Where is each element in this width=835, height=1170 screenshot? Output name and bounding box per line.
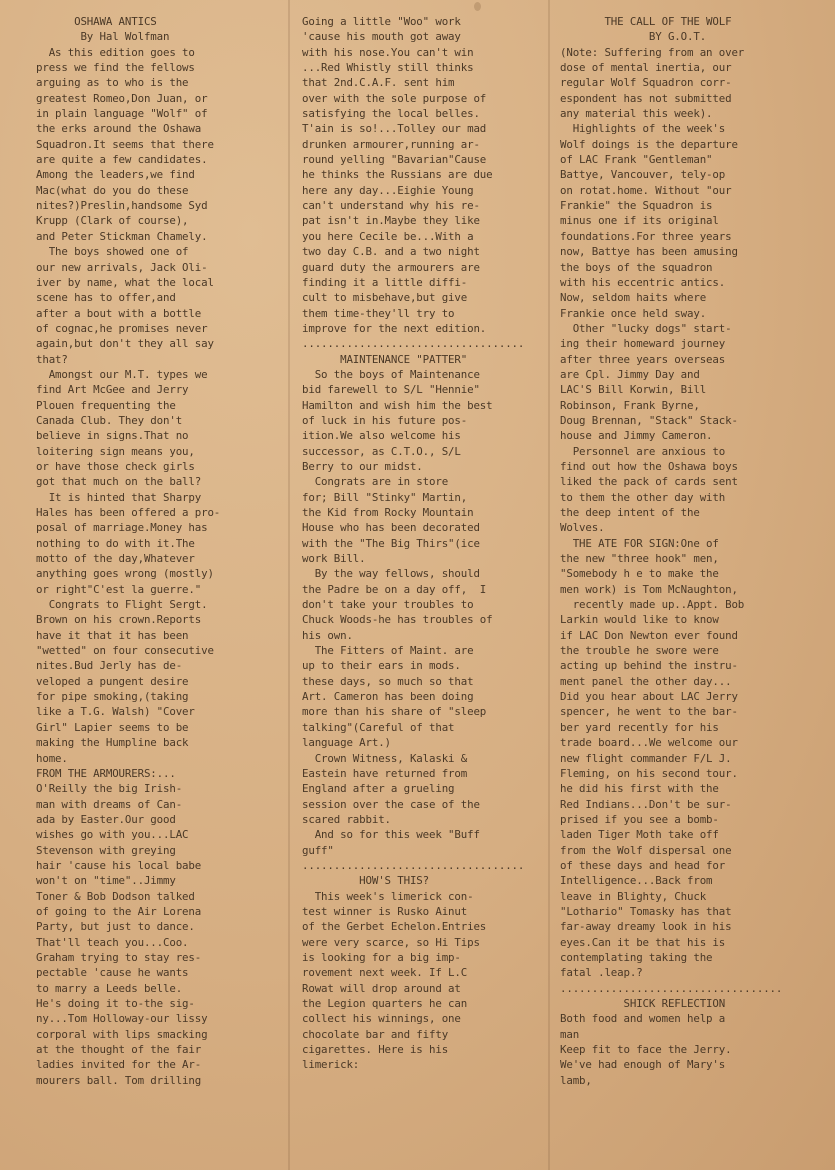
text-line: Graham trying to stay res- <box>36 950 202 964</box>
text-line: of these days and head for <box>560 858 726 872</box>
text-line: don't take your troubles to <box>302 598 474 612</box>
text-line: motto of the day,Whatever <box>36 552 195 566</box>
text-line: FROM THE ARMOURERS:... <box>36 766 176 780</box>
text-line: that? <box>36 352 68 366</box>
text-line: regular Wolf Squadron corr- <box>560 76 732 90</box>
text-line: successor, as C.T.O., S/L <box>302 444 461 458</box>
text-line: Among the leaders,we find <box>36 168 195 182</box>
text-line: eyes.Can it be that his is <box>560 935 726 949</box>
text-line: our new arrivals, Jack Oli- <box>36 260 208 274</box>
ink-spot <box>474 2 481 11</box>
text-line: from the Wolf dispersal one <box>560 843 732 857</box>
text-line: Canada Club. They don't <box>36 413 183 427</box>
text-line: ber yard recently for his <box>560 720 719 734</box>
text-line: Stevenson with greying <box>36 843 176 857</box>
text-line: laden Tiger Moth take off <box>560 828 719 842</box>
text-line: Plouen frequenting the <box>36 398 176 412</box>
text-line: O'Reilly the big Irish- <box>36 782 183 796</box>
text-line: satisfying the local belles. <box>302 107 480 121</box>
text-line: man with dreams of Can- <box>36 797 183 811</box>
text-line: press we find the fellows <box>36 61 195 75</box>
text-line: Frankie once held sway. <box>560 306 707 320</box>
text-line: SHICK REFLECTION <box>560 997 726 1010</box>
text-line: Other "lucky dogs" start- <box>560 321 732 335</box>
text-line: Party, but just to dance. <box>36 920 195 934</box>
text-line: "Somebody h e to make the <box>560 567 719 581</box>
text-line: ................................... <box>302 337 525 351</box>
text-line: more than his share of "sleep <box>302 705 487 719</box>
text-line: Personnel are anxious to <box>560 444 726 458</box>
text-line: spencer, he went to the bar- <box>560 705 738 719</box>
text-line: of cognac,he promises never <box>36 321 208 335</box>
text-line: rovement next week. If L.C <box>302 966 468 980</box>
text-line: Art. Cameron has been doing <box>302 690 474 704</box>
text-line: liked the pack of cards sent <box>560 475 738 489</box>
text-line: dose of mental inertia, our <box>560 61 732 75</box>
text-line: two day C.B. and a two night <box>302 245 480 259</box>
text-line: mourers ball. Tom drilling <box>36 1073 202 1087</box>
text-line: of luck in his future pos- <box>302 413 468 427</box>
text-line: Hamilton and wish him the best <box>302 398 493 412</box>
text-line: loitering sign means you, <box>36 444 195 458</box>
text-line: like a T.G. Walsh) "Cover <box>36 705 195 719</box>
text-line: man <box>560 1027 580 1041</box>
text-line: test winner is Rusko Ainut <box>302 904 468 918</box>
text-line: again,but don't they all say <box>36 337 214 351</box>
text-line: By the way fellows, should <box>302 567 480 581</box>
text-line: nothing to do with it.The <box>36 536 195 550</box>
text-line: the Padre be on a day off, I <box>302 582 487 596</box>
text-line: ny...Tom Holloway-our lissy <box>36 1012 208 1026</box>
text-line: to marry a Leeds belle. <box>36 981 183 995</box>
text-line: Mac(what do you do these <box>36 183 189 197</box>
text-line: up to their ears in mods. <box>302 659 461 673</box>
text-line: "wetted" on four consecutive <box>36 644 214 658</box>
text-line: Squadron.It seems that there <box>36 137 214 151</box>
text-line: find out how the Oshawa boys <box>560 459 738 473</box>
text-line: acting up behind the instru- <box>560 659 738 673</box>
text-line: he thinks the Russians are due <box>302 168 493 182</box>
text-line: believe in signs.That no <box>36 429 189 443</box>
text-line: anything goes wrong (mostly) <box>36 567 214 581</box>
column-call-of-the-wolf <box>560 14 822 1170</box>
text-line: corporal with lips smacking <box>36 1027 208 1041</box>
text-line: espondent has not submitted <box>560 91 732 105</box>
text-line: recently made up..Appt. Bob <box>560 598 745 612</box>
text-line: And so for this week "Buff <box>302 828 480 842</box>
text-line: house and Jimmy Cameron. <box>560 429 713 443</box>
text-line: ................................... <box>302 858 525 872</box>
text-line: Amongst our M.T. types we <box>36 367 208 381</box>
text-line: Now, seldom haits where <box>560 291 707 305</box>
text-line: work Bill. <box>302 552 366 566</box>
text-line: HOW'S THIS? <box>302 874 430 888</box>
text-line: session over the case of the <box>302 797 480 811</box>
text-line: So the boys of Maintenance <box>302 367 480 381</box>
text-line: have it that it has been <box>36 628 189 642</box>
text-line: find Art McGee and Jerry <box>36 383 189 397</box>
text-line: ................................... <box>560 981 783 995</box>
text-line: foundations.For three years <box>560 229 732 243</box>
text-line: the erks around the Oshawa <box>36 122 202 136</box>
text-line: THE ATE FOR SIGN:One of <box>560 536 719 550</box>
text-line: House who has been decorated <box>302 521 480 535</box>
text-line: finding it a little diffi- <box>302 275 468 289</box>
text-line: to them the other day with <box>560 490 726 504</box>
text-line: Highlights of the week's <box>560 122 726 136</box>
text-line: England after a grueling <box>302 782 455 796</box>
text-line: ...Red Whistly still thinks <box>302 61 474 75</box>
text-line: Both food and women help a <box>560 1012 726 1026</box>
text-line: nites?)Preslin,handsome Syd <box>36 199 208 213</box>
text-line: here any day...Eighie Young <box>302 183 474 197</box>
text-line: Robinson, Frank Byrne, <box>560 398 700 412</box>
text-line: By Hal Wolfman <box>36 30 170 44</box>
text-line: ing their homeward journey <box>560 337 726 351</box>
text-line: limerick: <box>302 1058 360 1072</box>
text-line: ition.We also welcome his <box>302 429 461 443</box>
text-line: for pipe smoking,(taking <box>36 690 189 704</box>
text-line: scene has to offer,and <box>36 291 176 305</box>
text-line: cult to misbehave,but give <box>302 291 468 305</box>
text-line: can't understand why his re- <box>302 199 480 213</box>
text-line: won't on "time"..Jimmy <box>36 874 176 888</box>
text-line: OSHAWA ANTICS <box>36 15 157 28</box>
text-line: in plain language "Wolf" of <box>36 107 208 121</box>
text-line: Brown on his crown.Reports <box>36 613 202 627</box>
text-line: guff" <box>302 843 334 857</box>
text-line: iver by name, what the local <box>36 275 214 289</box>
text-line: Battye, Vancouver, tely-op <box>560 168 726 182</box>
text-line: We've had enough of Mary's <box>560 1058 726 1072</box>
text-line: improve for the next edition. <box>302 321 487 335</box>
text-line: The Fitters of Maint. are <box>302 644 474 658</box>
text-line: after three years overseas <box>560 352 726 366</box>
text-line: contemplating taking the <box>560 950 713 964</box>
text-line: scared rabbit. <box>302 812 391 826</box>
text-line: Keep fit to face the Jerry. <box>560 1043 732 1057</box>
text-line: guard duty the armourers are <box>302 260 480 274</box>
text-line: veloped a pungent desire <box>36 674 189 688</box>
text-line: Krupp (Clark of course), <box>36 214 189 228</box>
text-line: lamb, <box>560 1073 592 1087</box>
text-line: Hales has been offered a pro- <box>36 506 221 519</box>
text-line: prised if you see a bomb- <box>560 812 719 826</box>
text-line: drunken armourer,running ar- <box>302 137 480 151</box>
text-line: THE CALL OF THE WOLF <box>560 15 732 28</box>
text-line: home. <box>36 751 68 765</box>
text-line: Intelligence...Back from <box>560 874 713 888</box>
text-line: The boys showed one of <box>36 245 189 259</box>
text-line: posal of marriage.Money has <box>36 521 208 535</box>
text-line: and Peter Stickman Chamely. <box>36 229 208 243</box>
text-line: trade board...We welcome our <box>560 736 738 750</box>
text-line: It is hinted that Sharpy <box>36 490 202 504</box>
text-line: language Art.) <box>302 736 391 750</box>
text-line: or right"C'est la guerre." <box>36 582 202 596</box>
text-line: are Cpl. Jimmy Day and <box>560 367 700 381</box>
text-line: he did his first with the <box>560 782 719 796</box>
text-line: Congrats are in store <box>302 475 449 489</box>
text-line: that 2nd.C.A.F. sent him <box>302 76 455 90</box>
text-line: round yelling "Bavarian"Cause <box>302 153 487 167</box>
text-line: "Lothario" Tomasky has that <box>560 904 732 918</box>
text-line: the trouble he swore were <box>560 644 719 658</box>
text-line: Congrats to Flight Sergt. <box>36 598 208 612</box>
text-line: the Legion quarters he can <box>302 997 468 1010</box>
text-line: MAINTENANCE "PATTER" <box>302 352 468 366</box>
text-line: wishes go with you...LAC <box>36 828 189 842</box>
text-line: talking"(Careful of that <box>302 720 455 734</box>
text-line: ladies invited for the Ar- <box>36 1058 202 1072</box>
text-line: arguing as to who is the <box>36 76 189 90</box>
text-line: hair 'cause his local babe <box>36 858 202 872</box>
text-line: if LAC Don Newton ever found <box>560 628 738 642</box>
text-line: ment panel the other day... <box>560 674 732 688</box>
text-line: is looking for a big imp- <box>302 950 461 964</box>
text-line: fatal .leap.? <box>560 966 643 980</box>
text-line: of LAC Frank "Gentleman" <box>560 153 713 167</box>
text-line: Girl" Lapier seems to be <box>36 720 189 734</box>
text-line: after a bout with a bottle <box>36 306 202 320</box>
text-line: any material this week). <box>560 107 713 121</box>
text-line: are quite a few candidates. <box>36 153 208 167</box>
text-line: Larkin would like to know <box>560 613 719 627</box>
text-line: As this edition goes to <box>36 45 195 59</box>
text-line: or have those check girls <box>36 459 195 473</box>
text-line: Wolf doings is the departure <box>560 137 738 151</box>
text-line: greatest Romeo,Don Juan, or <box>36 91 208 105</box>
text-line: of the Gerbet Echelon.Entries <box>302 920 487 934</box>
text-line: LAC'S Bill Korwin, Bill <box>560 383 707 397</box>
text-line: the Kid from Rocky Mountain <box>302 506 474 519</box>
text-line: minus one if its original <box>560 214 719 228</box>
text-line: men work) is Tom McNaughton, <box>560 582 738 596</box>
text-line: with the "The Big Thirs"(ice <box>302 536 480 550</box>
text-line: pat isn't in.Maybe they like <box>302 214 480 228</box>
text-line: pectable 'cause he wants <box>36 966 189 980</box>
text-line: of going to the Air Lorena <box>36 904 202 918</box>
text-line: BY G.O.T. <box>560 30 707 44</box>
text-line: with his nose.You can't win <box>302 45 474 59</box>
text-line: Toner & Bob Dodson talked <box>36 889 195 903</box>
text-line: Going a little "Woo" work <box>302 15 461 28</box>
column-maintenance-patter <box>302 14 564 1170</box>
text-line: for; Bill "Stinky" Martin, <box>302 490 468 504</box>
text-line: these days, so much so that <box>302 674 474 688</box>
text-line: new flight commander F/L J. <box>560 751 732 765</box>
text-line: the new "three hook" men, <box>560 552 719 566</box>
text-line: Eastein have returned from <box>302 766 468 780</box>
text-line: got that much on the ball? <box>36 475 202 489</box>
text-line: cigarettes. Here is his <box>302 1043 449 1057</box>
text-line: Berry to our midst. <box>302 459 423 473</box>
text-line: leave in Blighty, Chuck <box>560 889 707 903</box>
text-line: the deep intent of the <box>560 506 700 519</box>
text-line: He's doing it to-the sig- <box>36 997 195 1010</box>
text-line: making the Humpline back <box>36 736 189 750</box>
text-line: were very scarce, so Hi Tips <box>302 935 480 949</box>
text-line: on rotat.home. Without "our <box>560 183 732 197</box>
text-line: Frankie" the Squadron is <box>560 199 713 213</box>
text-line: now, Battye has been amusing <box>560 245 738 259</box>
text-line: bid farewell to S/L "Hennie" <box>302 383 480 397</box>
text-line: at the thought of the fair <box>36 1043 202 1057</box>
text-line: That'll teach you...Coo. <box>36 935 189 949</box>
text-line: the boys of the squadron <box>560 260 713 274</box>
text-line: Red Indians...Don't be sur- <box>560 797 732 811</box>
text-line: Chuck Woods-he has troubles of <box>302 613 493 627</box>
text-line: Crown Witness, Kalaski & <box>302 751 468 765</box>
text-line: chocolate bar and fifty <box>302 1027 449 1041</box>
text-line: with his eccentric antics. <box>560 275 726 289</box>
text-line: ada by Easter.Our good <box>36 812 176 826</box>
text-line: Fleming, on his second tour. <box>560 766 738 780</box>
text-line: This week's limerick con- <box>302 889 474 903</box>
text-line: (Note: Suffering from an over <box>560 45 745 59</box>
text-line: Rowat will drop around at <box>302 981 461 995</box>
column-oshawa-antics <box>36 14 298 1170</box>
text-line: far-away dreamy look in his <box>560 920 732 934</box>
text-line: 'cause his mouth got away <box>302 30 461 44</box>
text-line: nites.Bud Jerly has de- <box>36 659 183 673</box>
text-line: Did you hear about LAC Jerry <box>560 690 738 704</box>
text-line: Wolves. <box>560 521 605 535</box>
text-line: T'ain is so!...Tolley our mad <box>302 122 487 136</box>
text-line: Doug Brennan, "Stack" Stack- <box>560 413 738 427</box>
text-line: collect his winnings, one <box>302 1012 461 1026</box>
text-line: them time-they'll try to <box>302 306 455 320</box>
text-line: his own. <box>302 628 353 642</box>
text-line: you here Cecile be...With a <box>302 229 474 243</box>
text-line: over with the sole purpose of <box>302 91 487 105</box>
